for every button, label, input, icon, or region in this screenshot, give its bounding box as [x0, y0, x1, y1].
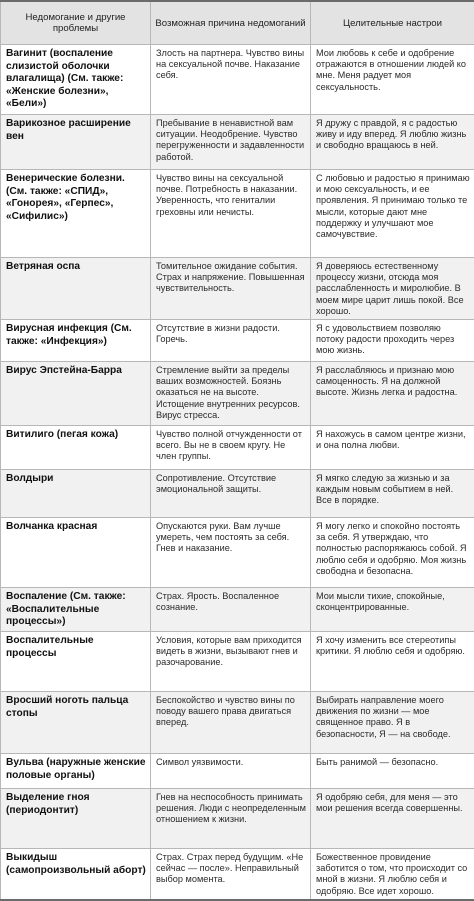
table-row [1, 426, 474, 470]
condition-cell: Витилиго (пегая кожа) [1, 426, 151, 470]
healing-cell: Божественное провидение заботится о том, что происходит со мной в жизни. Я люблю себя и одобряю. Все идет хорошо. [311, 849, 474, 900]
condition-cell: Волчанка красная [1, 518, 151, 588]
healing-cell: Мои мысли тихие, спокойные, сконцентрированные. [311, 588, 474, 632]
header-healing: Целительные настрои [311, 1, 474, 45]
cause-cell: Злость на партнера. Чувство вины на сексуальной почве. Наказание себя. [151, 45, 311, 115]
cause-cell: Беспокойство и чувство вины по поводу вашего права двигаться вперед. [151, 692, 311, 754]
table-row [1, 258, 474, 320]
header-row [1, 1, 474, 45]
condition-cell: Варикозное расширение вен [1, 115, 151, 170]
table-row [1, 632, 474, 692]
healing-cell: Я хочу изменить все стереотипы критики. Я люблю себя и одобряю. [311, 632, 474, 692]
condition-cell: Воспалительные процессы [1, 632, 151, 692]
healing-cell: Я могу легко и спокойно постоять за себя. Я утверждаю, что полностью распоряжаюсь собой. Я люблю себя и одобряю. Моя жизнь свободна и безопасна. [311, 518, 474, 588]
healing-cell: Мои любовь к себе и одобрение отражаются в отношении людей ко мне. Меня радует моя сексуальность. [311, 45, 474, 115]
healing-cell: С любовью и радостью я принимаю и мою сексуальность, и ее проявления. Я принимаю только те мысли, которые дают мне поддержку и улучшают мое самочувствие. [311, 170, 474, 258]
cause-cell: Символ уязвимости. [151, 754, 311, 789]
cause-cell: Томительное ожидание события. Страх и напряжение. Повышенная чувствительность. [151, 258, 311, 320]
cause-cell: Гнев на неспособность принимать решения. Люди с неопределенным отношением к жизни. [151, 789, 311, 849]
cause-cell: Чувство полной отчужденности от всего. Вы не в своем кругу. Не член группы. [151, 426, 311, 470]
condition-cell: Вульва (наружные женские половые органы) [1, 754, 151, 789]
table-row [1, 754, 474, 789]
cause-cell: Стремление выйти за пределы ваших возможностей. Боязнь оказаться не на высоте. Истощение внутренних ресурсов. Вирус стресса. [151, 362, 311, 426]
condition-cell: Вирусная инфекция (См. также: «Инфекция») [1, 320, 151, 362]
condition-cell: Воспаление (См. также: «Воспалительные процессы») [1, 588, 151, 632]
cause-cell: Пребывание в ненавистной вам ситуации. Неодобрение. Чувство перегруженности и задавленности работой. [151, 115, 311, 170]
table-row [1, 320, 474, 362]
cause-cell: Опускаются руки. Вам лучше умереть, чем постоять за себя. Гнев и наказание. [151, 518, 311, 588]
healing-cell: Я расслабляюсь и признаю мою самоценность. Я на должной высоте. Жизнь легка и радостна. [311, 362, 474, 426]
cause-cell: Отсутствие в жизни радости. Горечь. [151, 320, 311, 362]
condition-cell: Ветряная оспа [1, 258, 151, 320]
table-row [1, 170, 474, 258]
table-row [1, 789, 474, 849]
condition-cell: Вросший ноготь пальца стопы [1, 692, 151, 754]
healing-cell: Быть ранимой — безопасно. [311, 754, 474, 789]
table-row [1, 115, 474, 170]
healing-cell: Я нахожусь в самом центре жизни, и она полна любви. [311, 426, 474, 470]
cause-cell: Страх. Страх перед будущим. «Не сейчас — после». Неправильный выбор момента. [151, 849, 311, 900]
condition-cell: Венерические болезни. (См. также: «СПИД», «Гонорея», «Герпес», «Сифилис») [1, 170, 151, 258]
cause-cell: Условия, которые вам приходится видеть в жизни, вызывают гнев и разочарование. [151, 632, 311, 692]
header-cause: Возможная причина недомоганий [151, 1, 311, 45]
condition-cell: Волдыри [1, 470, 151, 518]
condition-cell: Вирус Эпстейна-Барра [1, 362, 151, 426]
cause-cell: Чувство вины на сексуальной почве. Потребность в наказании. Уверенность, что гениталии греховны или нечисты. [151, 170, 311, 258]
condition-cell: Выделение гноя (периодонтит) [1, 789, 151, 849]
cause-cell: Страх. Ярость. Воспаленное сознание. [151, 588, 311, 632]
condition-cell: Выкидыш (самопроизвольный аборт) [1, 849, 151, 900]
table-row [1, 692, 474, 754]
table-row [1, 588, 474, 632]
table-row [1, 45, 474, 115]
table-row [1, 518, 474, 588]
table-row [1, 362, 474, 426]
healing-cell: Я доверяюсь естественному процессу жизни, отсюда моя расслабленность и миролюбие. В моем мире царит лишь покой. Все хорошо. [311, 258, 474, 320]
healing-cell: Я дружу с правдой, я с радостью живу и иду вперед. Я люблю жизнь и свободно вращаюсь в ней. [311, 115, 474, 170]
healing-cell: Я мягко следую за жизнью и за каждым новым событием в ней. Все в порядке. [311, 470, 474, 518]
healing-cell: Я одобряю себя, для меня — это мои решения всегда совершенны. [311, 789, 474, 849]
healing-cell: Выбирать направление моего движения по жизни — мое священное право. Я в безопасности, Я — на свободе. [311, 692, 474, 754]
cause-cell: Сопротивление. Отсутствие эмоциональной защиты. [151, 470, 311, 518]
healing-cell: Я с удовольствием позволяю потоку радости проходить через мою жизнь. [311, 320, 474, 362]
table-row [1, 470, 474, 518]
condition-cell: Вагинит (воспаление слизистой оболочки влагалища) (См. также: «Женские болезни», «Бели») [1, 45, 151, 115]
header-condition: Недомогание и другие проблемы [1, 1, 151, 45]
table-row [1, 849, 474, 900]
